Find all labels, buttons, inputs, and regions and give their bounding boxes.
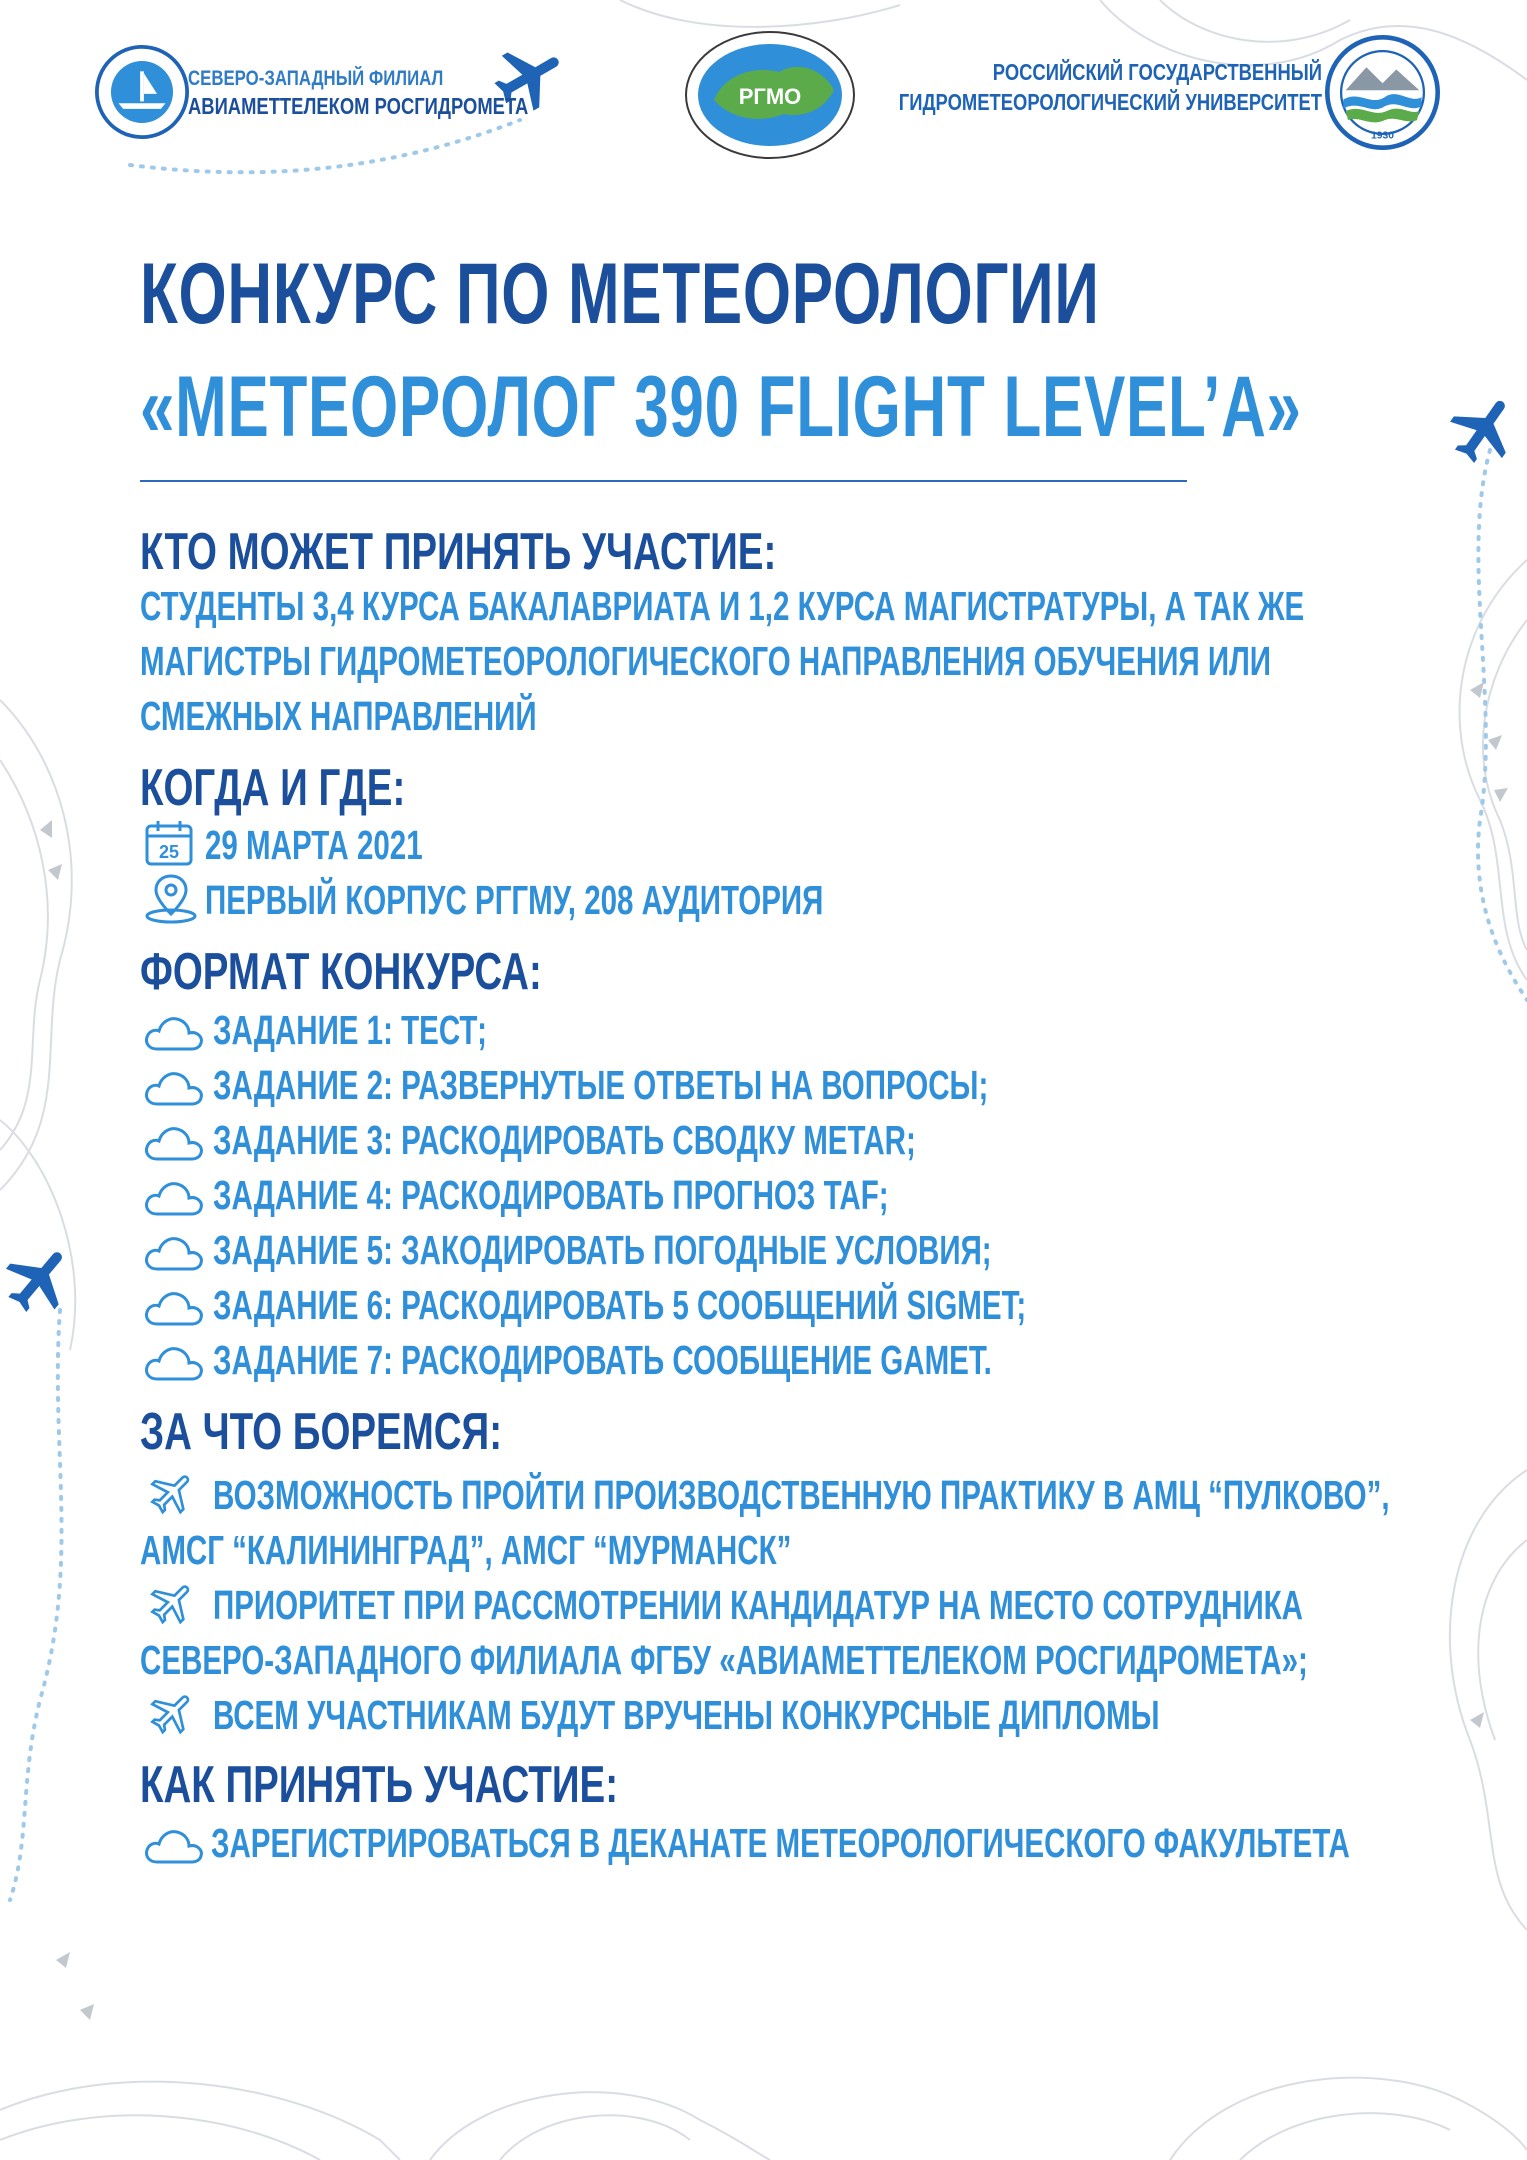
prize-item-continuation: СЕВЕРО-ЗАПАДНОГО ФИЛИАЛА ФГБУ «АВИАМЕТТЕЛЕКОМ РОСГИДРОМЕТА»;: [140, 1637, 1308, 1683]
when-heading: КОГДА И ГДЕ:: [140, 759, 406, 817]
aviamettelecom-emblem: [95, 45, 189, 139]
format-item: ЗАДАНИЕ 5: ЗАКОДИРОВАТЬ ПОГОДНЫЕ УСЛОВИЯ;: [213, 1227, 992, 1273]
who-line: СМЕЖНЫХ НАПРАВЛЕНИЙ: [140, 693, 537, 739]
airplane-icon: [148, 1578, 198, 1628]
calendar-day: 25: [158, 842, 180, 862]
location-pin-icon: [142, 872, 200, 924]
aviamettelecom-name-line2: АВИАМЕТТЕЛЕКОМ РОСГИДРОМЕТА: [188, 93, 529, 120]
cloud-icon: [143, 1013, 207, 1053]
cloud-icon: [143, 1826, 207, 1866]
format-item: ЗАДАНИЕ 2: РАЗВЕРНУТЫЕ ОТВЕТЫ НА ВОПРОСЫ;: [213, 1062, 989, 1108]
cloud-icon: [143, 1233, 207, 1273]
how-heading: КАК ПРИНЯТЬ УЧАСТИЕ:: [140, 1756, 619, 1814]
prize-item: ВОЗМОЖНОСТЬ ПРОЙТИ ПРОИЗВОДСТВЕННУЮ ПРАКТИКУ В АМЦ “ПУЛКОВО”,: [213, 1472, 1390, 1518]
rshu-name-line1: РОССИЙСКИЙ ГОСУДАРСТВЕННЫЙ: [992, 59, 1322, 85]
airplane-icon: [148, 1468, 198, 1518]
prize-item: ПРИОРИТЕТ ПРИ РАССМОТРЕНИИ КАНДИДАТУР НА МЕСТО СОТРУДНИКА: [213, 1582, 1304, 1628]
rshu-name-line2: ГИДРОМЕТЕОРОЛОГИЧЕСКИЙ УНИВЕРСИТЕТ: [898, 88, 1322, 115]
prize-item: ВСЕМ УЧАСТНИКАМ БУДУТ ВРУЧЕНЫ КОНКУРСНЫЕ ДИПЛОМЫ: [213, 1692, 1160, 1738]
rshu-year: 1930: [1370, 130, 1395, 142]
calendar-icon: [144, 818, 194, 868]
registration-instruction: ЗАРЕГИСТРИРОВАТЬСЯ В ДЕКАНАТЕ МЕТЕОРОЛОГИЧЕСКОГО ФАКУЛЬТЕТА: [211, 1820, 1350, 1866]
who-line: МАГИСТРЫ ГИДРОМЕТЕОРОЛОГИЧЕСКОГО НАПРАВЛЕНИЯ ОБУЧЕНИЯ ИЛИ: [140, 638, 1272, 684]
cloud-icon: [143, 1288, 207, 1328]
format-item: ЗАДАНИЕ 7: РАСКОДИРОВАТЬ СООБЩЕНИЕ GAMET.: [213, 1337, 992, 1383]
format-item: ЗАДАНИЕ 4: РАСКОДИРОВАТЬ ПРОГНОЗ TAF;: [213, 1172, 889, 1218]
format-item: ЗАДАНИЕ 3: РАСКОДИРОВАТЬ СВОДКУ METAR;: [213, 1117, 916, 1163]
who-heading: КТО МОЖЕТ ПРИНЯТЬ УЧАСТИЕ:: [140, 523, 777, 581]
rshu-name: [793, 58, 1322, 118]
aviamettelecom-name: [188, 66, 613, 121]
aviamettelecom-name-line1: СЕВЕРО-ЗАПАДНЫЙ ФИЛИАЛ: [188, 67, 444, 90]
rshu-emblem: [1325, 35, 1440, 150]
event-place: ПЕРВЫЙ КОРПУС РГГМУ, 208 АУДИТОРИЯ: [205, 877, 824, 923]
rgmo-abbr: РГМО: [738, 84, 802, 109]
event-date: 29 МАРТА 2021: [205, 822, 423, 868]
who-line: СТУДЕНТЫ 3,4 КУРСА БАКАЛАВРИАТА И 1,2 КУРСА МАГИСТРАТУРЫ, А ТАК ЖЕ: [140, 583, 1305, 629]
format-item: ЗАДАНИЕ 6: РАСКОДИРОВАТЬ 5 СООБЩЕНИЙ SIGMET;: [213, 1282, 1027, 1328]
competition-name: «МЕТЕОРОЛОГ 390 FLIGHT LEVEL’A»: [140, 359, 1302, 455]
airplane-icon: [0, 1240, 80, 1320]
airplane-icon: [1445, 390, 1525, 470]
cloud-icon: [143, 1068, 207, 1108]
cloud-icon: [143, 1123, 207, 1163]
title-divider: [140, 480, 1187, 482]
prizes-heading: ЗА ЧТО БОРЕМСЯ:: [140, 1403, 503, 1461]
page-title: КОНКУРС ПО МЕТЕОРОЛОГИИ: [140, 246, 1100, 342]
format-item: ЗАДАНИЕ 1: ТЕСТ;: [213, 1007, 487, 1053]
cloud-icon: [143, 1343, 207, 1383]
format-heading: ФОРМАТ КОНКУРСА:: [140, 943, 542, 1001]
airplane-icon: [148, 1688, 198, 1738]
cloud-icon: [143, 1178, 207, 1218]
prize-item-continuation: АМСГ “КАЛИНИНГРАД”, АМСГ “МУРМАНСК”: [140, 1527, 792, 1573]
